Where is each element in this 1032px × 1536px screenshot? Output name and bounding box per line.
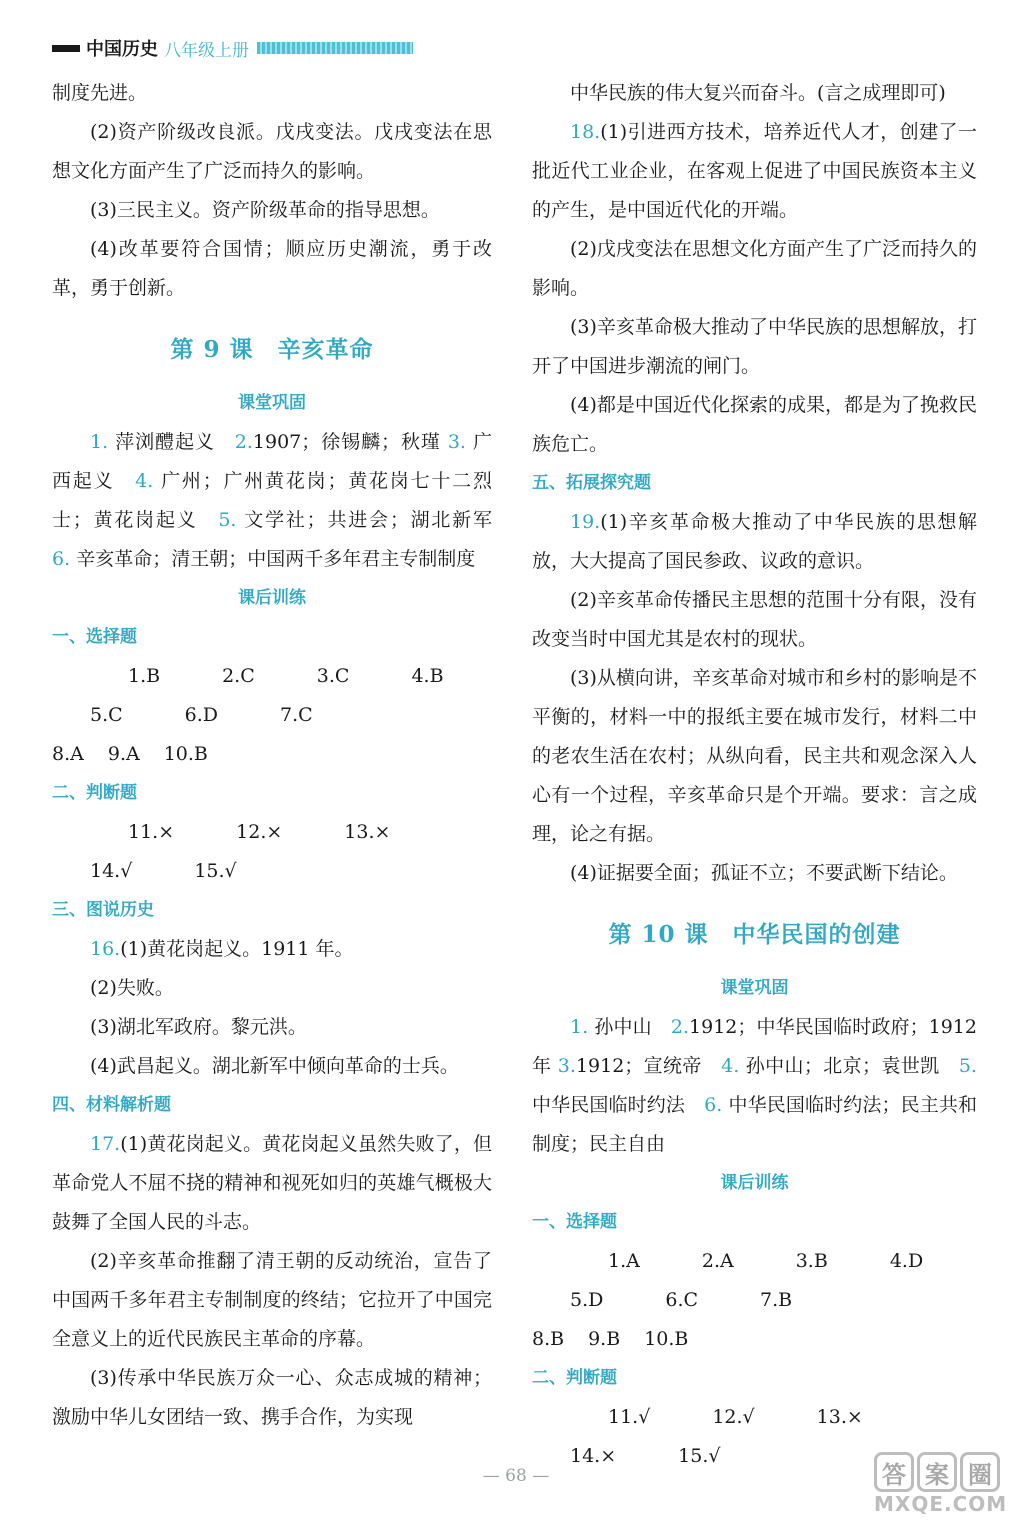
answer-paragraph: (3)从横向讲，辛亥革命对城市和乡村的影响是不平衡的，材料一中的报纸主要在城市发行，材料二中的老农生活在农村；从纵向看，民主共和观念深入人心有一个过程，辛亥革命只是个开端。要求：言之成理，论之有据。 xyxy=(532,667,977,845)
answer-item: 6.D xyxy=(184,704,219,726)
lesson-9-title: 第 9 课 辛亥革命 xyxy=(170,336,374,363)
answer-paragraph: (4)改革要符合国情；顺应历史潮流，勇于改革，勇于创新。 xyxy=(52,238,492,299)
item-answer: 中华民国临时约法；民主共和制度；民主自由 xyxy=(532,1094,977,1155)
item-answer: 萍浏醴起义 xyxy=(115,431,215,453)
watermark-logo-box: 答 xyxy=(874,1452,914,1492)
choice-answers xyxy=(532,1242,977,1320)
answer-item: 2.A xyxy=(701,1250,734,1272)
answer-paragraph xyxy=(52,1125,492,1242)
answer-paragraph: (3)传承中华民族万众一心、众志成城的精神；激励中华儿女团结一致、携手合作，为实现 xyxy=(52,1367,492,1428)
item-answer: 1907；徐锡麟；秋瑾 xyxy=(252,431,441,453)
answer-item: 9.A xyxy=(107,743,140,765)
header-stripe xyxy=(257,42,413,54)
item-number: 3. xyxy=(447,431,466,453)
answer-item: 5.D xyxy=(570,1289,604,1311)
watermark-logo xyxy=(874,1452,1014,1492)
item-answer: 辛亥革命；清王朝；中国两千多年君主专制制度 xyxy=(76,548,476,570)
question-number: 17. xyxy=(90,1133,121,1155)
answer-item: 9.B xyxy=(588,1328,621,1350)
item-answer: 孙中山 xyxy=(594,1016,652,1038)
answer-paragraph: (3)湖北军政府。黎元洪。 xyxy=(90,1016,307,1038)
answer-paragraph: (4)武昌起义。湖北新军中倾向革命的士兵。 xyxy=(90,1055,459,1077)
item-number: 3. xyxy=(557,1055,576,1077)
answer-paragraph: (2)失败。 xyxy=(90,977,174,999)
right-column xyxy=(532,74,977,1476)
item-answer: 1912；宣统帝 xyxy=(575,1055,702,1077)
answer-item: 15.√ xyxy=(194,860,237,882)
section-heading-extension: 五、拓展探究题 xyxy=(532,473,651,493)
item-answer: 1912；中华民国临时政府；1912 年 xyxy=(532,1016,977,1077)
item-number: 6. xyxy=(52,548,71,570)
item-answer: 文学社；共进会；湖北新军 xyxy=(244,509,492,531)
answer-item: 11.× xyxy=(128,821,175,843)
answer-paragraph: (4)都是中国近代化探索的成果，都是为了挽救民族危亡。 xyxy=(532,394,977,455)
answer-item: 10.B xyxy=(163,743,208,765)
answer-item: 13.× xyxy=(816,1406,863,1428)
answer-item: 15.√ xyxy=(678,1445,721,1467)
header-subject: 中国历史 xyxy=(86,39,158,60)
answer-item: 4.D xyxy=(889,1250,924,1272)
answer-paragraph: (3)辛亥革命极大推动了中华民族的思想解放，打开了中国进步潮流的闸门。 xyxy=(532,316,977,377)
answer-paragraph xyxy=(532,503,977,581)
answer-item: 5.C xyxy=(90,704,123,726)
consolidation-answers xyxy=(532,1008,977,1164)
answer-item: 3.B xyxy=(795,1250,828,1272)
choice-answers xyxy=(532,1320,977,1359)
answer-item: 2.C xyxy=(222,665,255,687)
watermark-logo-box: 圈 xyxy=(960,1452,1000,1492)
answer-item: 11.√ xyxy=(608,1406,651,1428)
training-heading: 课后训练 xyxy=(238,588,306,608)
watermark-text: MXQE.COM xyxy=(874,1492,1008,1516)
question-number: 19. xyxy=(570,511,601,533)
item-number: 1. xyxy=(570,1016,589,1038)
section-heading-choice: 一、选择题 xyxy=(532,1212,617,1232)
judgment-answers xyxy=(52,813,492,891)
answer-item: 7.C xyxy=(280,704,313,726)
question-number: 18. xyxy=(570,121,601,143)
item-number: 2. xyxy=(234,431,253,453)
answer-item: 14.√ xyxy=(90,860,133,882)
answer-paragraph xyxy=(532,113,977,230)
answer-item: 4.B xyxy=(411,665,444,687)
section-heading-choice: 一、选择题 xyxy=(52,627,137,647)
item-answer: 广州；广州黄花岗；黄花岗七十二烈士；黄花岗起义 xyxy=(52,470,492,531)
answer-text: (1)黄花岗起义。1911 年。 xyxy=(120,938,354,960)
item-answer: 孙中山；北京；袁世凯 xyxy=(745,1055,940,1077)
item-number: 6. xyxy=(704,1094,723,1116)
answer-item: 8.B xyxy=(532,1328,565,1350)
choice-answers xyxy=(52,657,492,735)
answer-paragraph: (4)证据要全面；孤证不立；不要武断下结论。 xyxy=(570,862,958,884)
answer-item: 12.√ xyxy=(712,1406,755,1428)
consolidation-answers xyxy=(52,423,492,579)
answer-text: (1)黄花岗起义。黄花岗起义虽然失败了，但革命党人不屈不挠的精神和视死如归的英雄气概极大鼓舞了全国人民的斗志。 xyxy=(52,1133,492,1233)
item-number: 5. xyxy=(218,509,237,531)
answer-item: 3.C xyxy=(316,665,350,687)
answer-item: 7.B xyxy=(760,1289,793,1311)
answer-item: 10.B xyxy=(644,1328,689,1350)
answer-item: 12.× xyxy=(236,821,283,843)
header-bar xyxy=(52,45,80,52)
left-column xyxy=(52,74,492,1437)
item-number: 5. xyxy=(958,1055,977,1077)
answer-paragraph: (3)三民主义。资产阶级革命的指导思想。 xyxy=(90,199,440,221)
page-header xyxy=(52,36,413,60)
answer-paragraph: (2)戊戌变法在思想文化方面产生了广泛而持久的影响。 xyxy=(532,238,977,299)
answer-item: 8.A xyxy=(52,743,84,765)
watermark-logo-box: 案 xyxy=(917,1452,957,1492)
item-answer: 广西起义 xyxy=(52,431,492,492)
section-heading-judgment: 二、判断题 xyxy=(532,1368,617,1388)
choice-answers xyxy=(52,735,492,774)
header-grade: 八年级上册 xyxy=(164,40,249,61)
text-line: 中华民族的伟大复兴而奋斗。(言之成理即可) xyxy=(570,82,946,104)
answer-text: (1)引进西方技术，培养近代人才，创建了一批近代工业企业，在客观上促进了中国民族资本主义的产生，是中国近代化的开端。 xyxy=(532,121,977,221)
answer-paragraph: (2)资产阶级改良派。戊戌变法。戊戌变法在思想文化方面产生了广泛而持久的影响。 xyxy=(52,121,492,182)
lesson-10-title: 第 10 课 中华民国的创建 xyxy=(608,921,901,948)
item-number: 2. xyxy=(670,1016,690,1038)
item-number: 4. xyxy=(721,1055,740,1077)
item-number: 4. xyxy=(135,470,154,492)
section-heading-judgment: 二、判断题 xyxy=(52,783,137,803)
item-answer: 中华民国临时约法 xyxy=(532,1094,686,1116)
section-heading-material: 四、材料解析题 xyxy=(52,1095,171,1115)
answer-item: 13.× xyxy=(344,821,391,843)
answer-item: 1.B xyxy=(128,665,161,687)
watermark xyxy=(874,1452,1014,1522)
section-heading-picture: 三、图说历史 xyxy=(52,900,154,920)
answer-text: (1)辛亥革命极大推动了中华民族的思想解放，大大提高了国民参政、议政的意识。 xyxy=(532,511,977,572)
question-number: 16. xyxy=(90,938,121,960)
item-number: 1. xyxy=(90,431,109,453)
consolidation-heading: 课堂巩固 xyxy=(238,393,306,413)
consolidation-heading: 课堂巩固 xyxy=(720,978,789,998)
answer-item: 14.× xyxy=(570,1445,617,1467)
answer-item: 6.C xyxy=(665,1289,699,1311)
answer-item: 1.A xyxy=(608,1250,640,1272)
training-heading: 课后训练 xyxy=(720,1173,789,1193)
answer-paragraph: (2)辛亥革命传播民主思想的范围十分有限，没有改变当时中国尤其是农村的现状。 xyxy=(532,589,977,650)
answer-paragraph: (2)辛亥革命推翻了清王朝的反动统治，宣告了中国两千多年君主专制制度的终结；它拉开了中国完全意义上的近代民族民主革命的序幕。 xyxy=(52,1250,492,1350)
answer-paragraph xyxy=(52,930,492,969)
text-line: 制度先进。 xyxy=(52,82,148,104)
page-number: — 68 — xyxy=(482,1466,550,1486)
